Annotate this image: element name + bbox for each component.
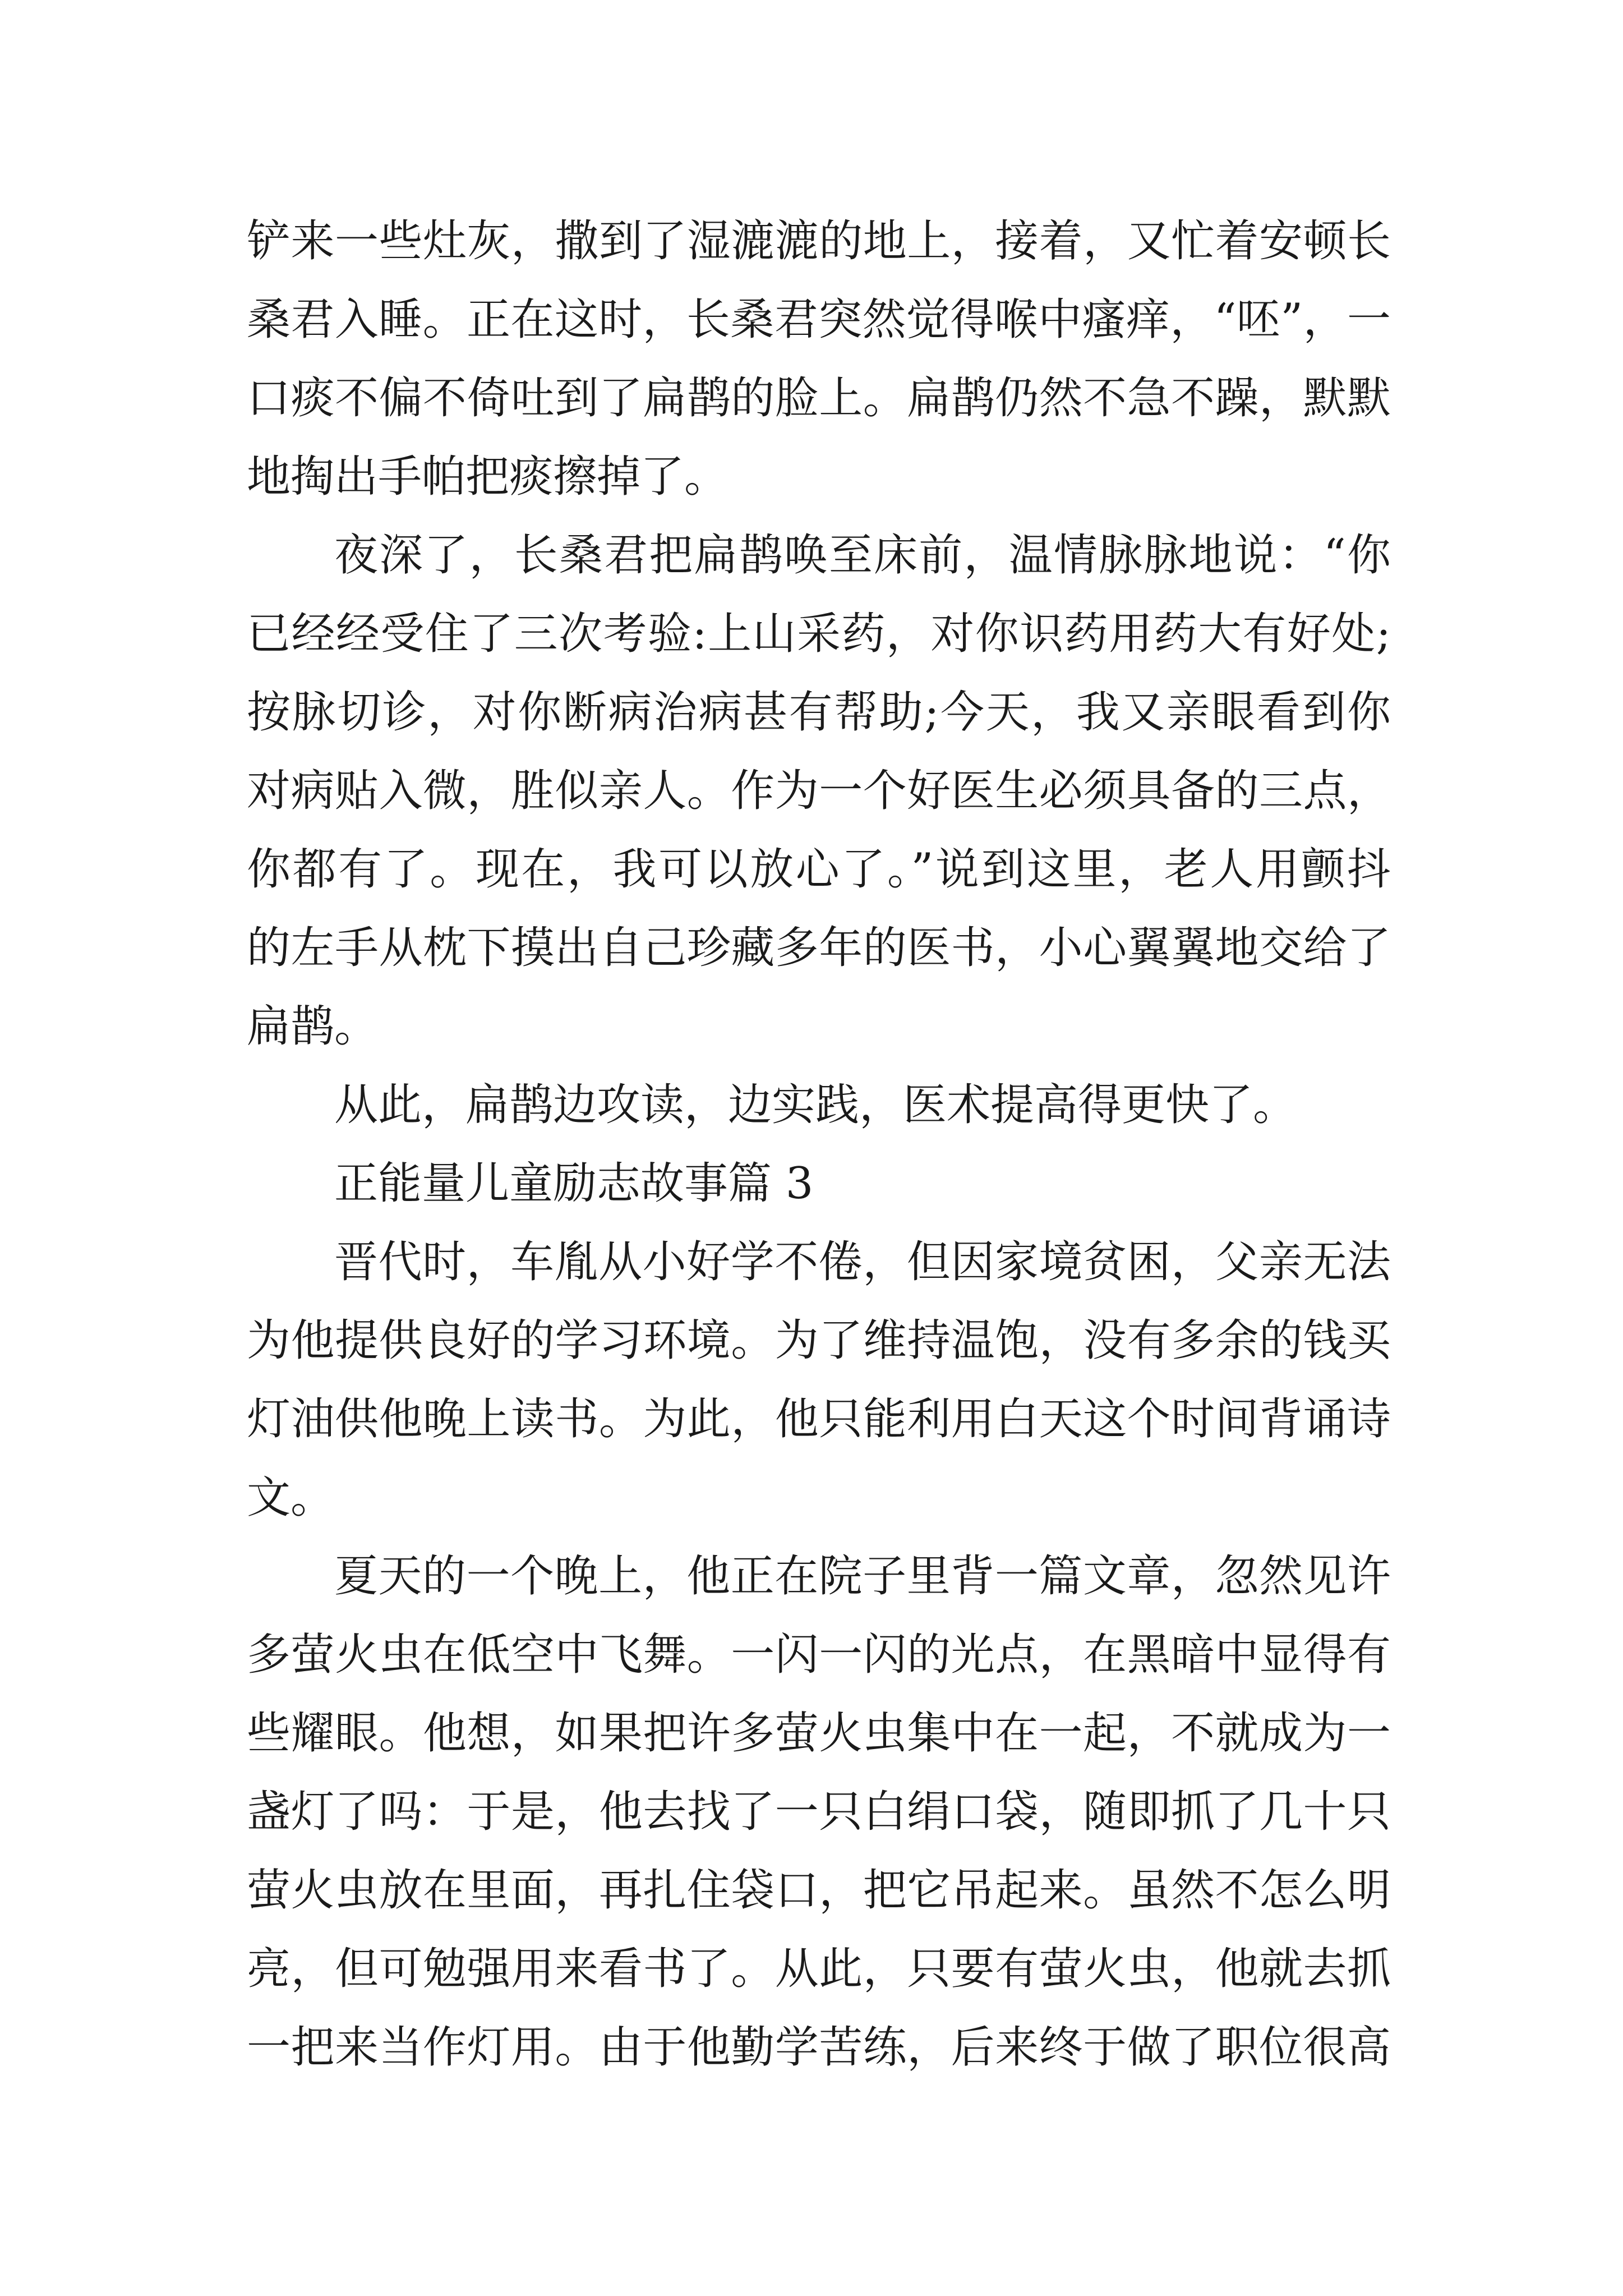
paragraph: [247, 516, 1391, 1066]
text-line: 铲来一些灶灰，撒到了湿漉漉的地上，接着，又忙着安顿长: [247, 216, 1391, 266]
text-line: 灯油供他晚上读书。为此，他只能利用白天这个时间背诵诗: [247, 1394, 1391, 1444]
paragraph: [247, 1537, 1391, 2087]
text-line: 夏天的一个晚上，他正在院子里背一篇文章，忽然见许: [334, 1551, 1391, 1602]
text-line: 从此，扁鹊边攻读，边实践，医术提高得更快了。: [334, 1080, 1297, 1130]
text-line: 扁鹊。: [247, 1001, 379, 1052]
text-line: 一把来当作灯用。由于他勤学苦练，后来终于做了职位很高: [247, 2022, 1391, 2073]
text-line: 地掏出手帕把痰擦掉了。: [247, 452, 728, 502]
text-line: 对病贴入微，胜似亲人。作为一个好医生必须具备的三点，: [247, 766, 1391, 816]
text-line: 为他提供良好的学习环境。为了维持温饱，没有多余的钱买: [247, 1315, 1391, 1366]
paragraph: [247, 1223, 1391, 1537]
text-line: 多萤火虫在低空中飞舞。一闪一闪的光点，在黑暗中显得有: [247, 1630, 1391, 1680]
text-line: 萤火虫放在里面，再扎住袋口，把它吊起来。虽然不怎么明: [247, 1865, 1391, 1916]
text-line: 些耀眼。他想，如果把许多萤火虫集中在一起，不就成为一: [247, 1708, 1391, 1759]
section-heading: [247, 1144, 1391, 1223]
paragraph: [247, 202, 1391, 516]
text-line: 你都有了。现在，我可以放心了。”说到这里，老人用颤抖: [247, 844, 1391, 895]
paragraph: [247, 1066, 1391, 1144]
text-line: 已经经受住了三次考验:上山采药，对你识药用药大有好处;: [247, 609, 1391, 659]
text-line: 晋代时，车胤从小好学不倦，但因家境贫困，父亲无法: [334, 1237, 1391, 1287]
text-line: 夜深了，长桑君把扁鹊唤至床前，温情脉脉地说：“你: [334, 530, 1391, 581]
text-line: 盏灯了吗：于是，他去找了一只白绢口袋，随即抓了几十只: [247, 1787, 1391, 1837]
text-line: 文。: [247, 1473, 335, 1523]
heading-text: 正能量儿童励志故事篇 3: [334, 1158, 814, 1209]
text-line: 按脉切诊，对你断病治病甚有帮助;今天，我又亲眼看到你: [247, 687, 1391, 738]
text-line: 的左手从枕下摸出自己珍藏多年的医书，小心翼翼地交给了: [247, 923, 1391, 973]
text-line: 桑君入睡。正在这时，长桑君突然觉得喉中瘙痒，“呸”，一: [247, 295, 1391, 345]
text-line: 口痰不偏不倚吐到了扁鹊的脸上。扁鹊仍然不急不躁，默默: [247, 373, 1391, 424]
text-line: 亮，但可勉强用来看书了。从此，只要有萤火虫，他就去抓: [247, 1944, 1391, 1994]
body-text: [247, 202, 1391, 2087]
